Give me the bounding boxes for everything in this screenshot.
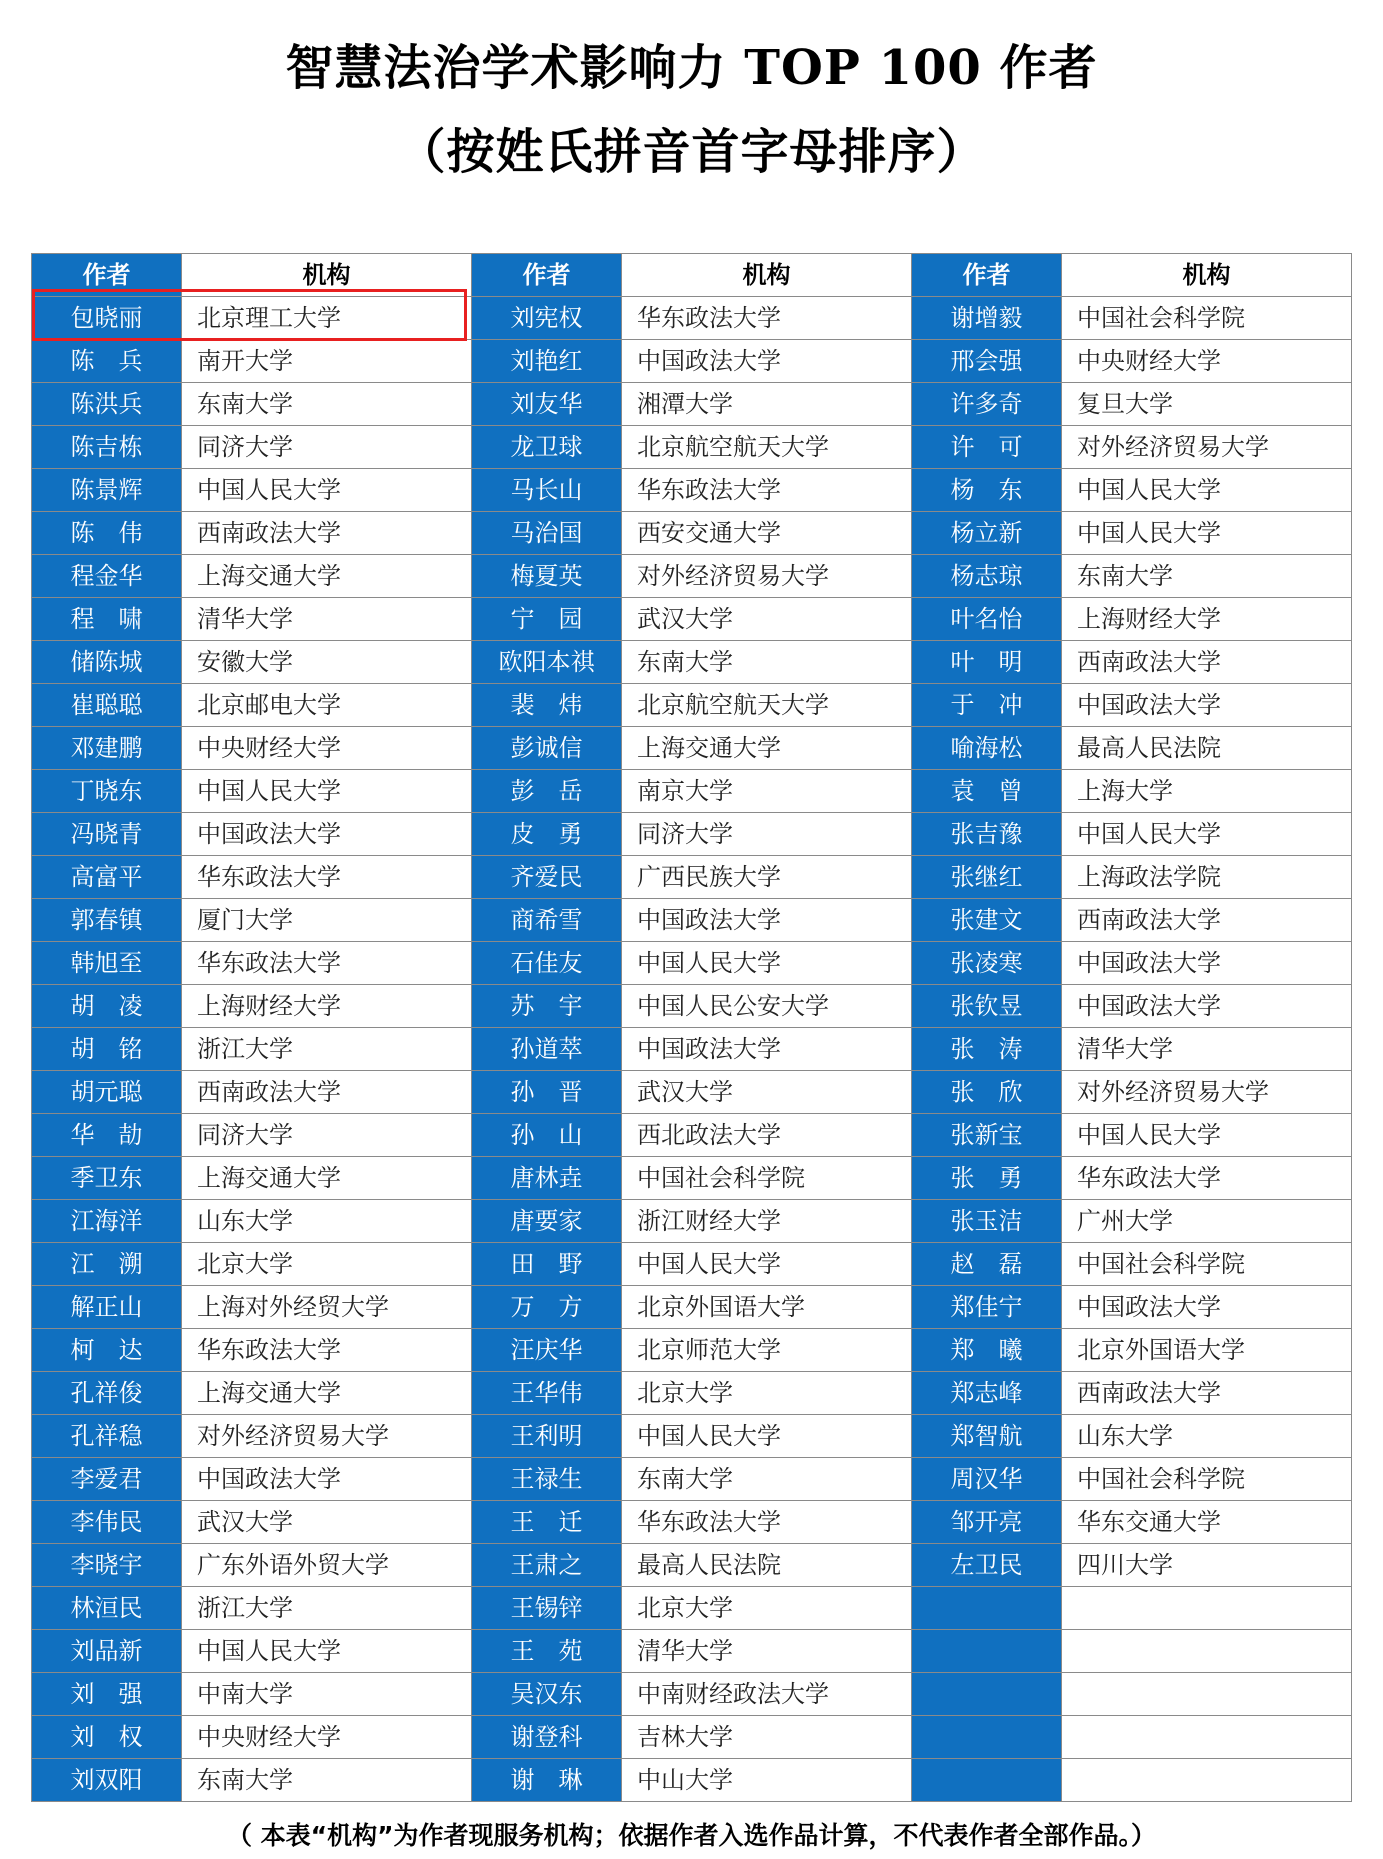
author-cell: 赵 磊 (912, 1243, 1062, 1286)
institution-cell: 广东外语外贸大学 (182, 1544, 472, 1587)
table-row (32, 1587, 1352, 1630)
institution-cell: 中国政法大学 (1062, 1286, 1352, 1329)
institution-cell: 上海大学 (1062, 770, 1352, 813)
institution-cell: 华东政法大学 (182, 1329, 472, 1372)
institution-cell: 中国政法大学 (182, 813, 472, 856)
table-row (32, 1501, 1352, 1544)
table-row (32, 641, 1352, 684)
author-cell: 袁 曾 (912, 770, 1062, 813)
institution-cell: 中国社会科学院 (1062, 1243, 1352, 1286)
institution-cell: 东南大学 (622, 641, 912, 684)
author-cell: 程金华 (32, 555, 182, 598)
author-cell: 欧阳本祺 (472, 641, 622, 684)
author-cell: 吴汉东 (472, 1673, 622, 1716)
institution-cell: 清华大学 (1062, 1028, 1352, 1071)
institution-cell: 东南大学 (182, 383, 472, 426)
institution-cell: 东南大学 (1062, 555, 1352, 598)
author-cell: 马治国 (472, 512, 622, 555)
institution-cell: 中南财经政法大学 (622, 1673, 912, 1716)
institution-cell: 华东政法大学 (622, 297, 912, 340)
institution-cell: 浙江大学 (182, 1028, 472, 1071)
institution-cell: 上海交通大学 (182, 1372, 472, 1415)
author-cell: 彭 岳 (472, 770, 622, 813)
table-row (32, 1458, 1352, 1501)
table-row (32, 856, 1352, 899)
table-row (32, 727, 1352, 770)
table-row (32, 598, 1352, 641)
page-title: 智慧法治学术影响力 TOP 100 作者 (285, 40, 1098, 96)
author-cell: 左卫民 (912, 1544, 1062, 1587)
author-cell: 张建文 (912, 899, 1062, 942)
author-cell: 陈 伟 (32, 512, 182, 555)
institution-cell: 中国人民公安大学 (622, 985, 912, 1028)
institution-cell: 华东政法大学 (622, 469, 912, 512)
institution-cell: 清华大学 (182, 598, 472, 641)
author-cell: 万 方 (472, 1286, 622, 1329)
institution-cell: 中国政法大学 (1062, 942, 1352, 985)
table-row (32, 383, 1352, 426)
author-cell: 胡 凌 (32, 985, 182, 1028)
institution-cell: 西南政法大学 (182, 1071, 472, 1114)
author-cell: 韩旭至 (32, 942, 182, 985)
author-cell: 陈 兵 (32, 340, 182, 383)
institution-cell: 中国人民大学 (1062, 469, 1352, 512)
institution-cell: 中国政法大学 (1062, 684, 1352, 727)
author-cell: 张凌寒 (912, 942, 1062, 985)
institution-cell: 东南大学 (622, 1458, 912, 1501)
author-cell (912, 1759, 1062, 1802)
institution-cell (1062, 1630, 1352, 1673)
institution-cell: 华东政法大学 (1062, 1157, 1352, 1200)
institution-cell: 中央财经大学 (1062, 340, 1352, 383)
author-cell: 邹开亮 (912, 1501, 1062, 1544)
institution-cell: 吉林大学 (622, 1716, 912, 1759)
author-cell: 刘双阳 (32, 1759, 182, 1802)
author-cell: 王华伟 (472, 1372, 622, 1415)
author-cell: 邢会强 (912, 340, 1062, 383)
institution-cell: 北京师范大学 (622, 1329, 912, 1372)
institution-cell: 华东交通大学 (1062, 1501, 1352, 1544)
table-row (32, 340, 1352, 383)
institution-cell: 中国人民大学 (182, 1630, 472, 1673)
author-cell: 苏 宇 (472, 985, 622, 1028)
table-row (32, 469, 1352, 512)
author-cell: 商希雪 (472, 899, 622, 942)
author-cell: 孙 山 (472, 1114, 622, 1157)
author-cell (912, 1716, 1062, 1759)
author-cell: 程 啸 (32, 598, 182, 641)
institution-cell: 北京邮电大学 (182, 684, 472, 727)
table-row (32, 297, 1352, 340)
table-row (32, 1630, 1352, 1673)
author-cell: 王 迁 (472, 1501, 622, 1544)
author-cell: 裴 炜 (472, 684, 622, 727)
footnote: （ 本表“机构”为作者现服务机构；依据作者入选作品计算，不代表作者全部作品。） (226, 1821, 1157, 1850)
table-row (32, 1243, 1352, 1286)
table-row (32, 1200, 1352, 1243)
institution-cell: 武汉大学 (622, 1071, 912, 1114)
author-cell: 宁 园 (472, 598, 622, 641)
institution-cell: 西南政法大学 (1062, 1372, 1352, 1415)
author-cell: 王 苑 (472, 1630, 622, 1673)
institution-cell: 最高人民法院 (622, 1544, 912, 1587)
author-cell (912, 1630, 1062, 1673)
institution-cell: 中国社会科学院 (1062, 1458, 1352, 1501)
page-subtitle: （按姓氏拼音首字母排序） (397, 124, 986, 180)
institution-cell: 南京大学 (622, 770, 912, 813)
author-cell: 江 溯 (32, 1243, 182, 1286)
institution-cell: 上海交通大学 (182, 1157, 472, 1200)
author-cell: 刘品新 (32, 1630, 182, 1673)
author-cell: 郑佳宁 (912, 1286, 1062, 1329)
author-cell: 丁晓东 (32, 770, 182, 813)
author-cell: 王锡锌 (472, 1587, 622, 1630)
institution-cell: 上海对外经贸大学 (182, 1286, 472, 1329)
author-cell: 杨 东 (912, 469, 1062, 512)
author-cell: 胡元聪 (32, 1071, 182, 1114)
author-cell: 王肃之 (472, 1544, 622, 1587)
author-cell: 张新宝 (912, 1114, 1062, 1157)
author-cell (912, 1673, 1062, 1716)
table-row (32, 1114, 1352, 1157)
author-cell: 张 勇 (912, 1157, 1062, 1200)
institution-cell: 中国人民大学 (622, 1415, 912, 1458)
institution-cell: 武汉大学 (622, 598, 912, 641)
author-table (31, 253, 1352, 1802)
institution-cell: 上海交通大学 (622, 727, 912, 770)
institution-cell: 安徽大学 (182, 641, 472, 684)
author-cell: 华 劼 (32, 1114, 182, 1157)
column-header-author: 作者 (472, 254, 622, 297)
author-cell: 许 可 (912, 426, 1062, 469)
author-cell: 唐林垚 (472, 1157, 622, 1200)
institution-cell: 对外经济贸易大学 (1062, 1071, 1352, 1114)
institution-cell: 清华大学 (622, 1630, 912, 1673)
institution-cell: 中南大学 (182, 1673, 472, 1716)
author-cell: 石佳友 (472, 942, 622, 985)
author-cell: 齐爱民 (472, 856, 622, 899)
author-cell: 马长山 (472, 469, 622, 512)
author-cell: 孙 晋 (472, 1071, 622, 1114)
institution-cell (1062, 1716, 1352, 1759)
institution-cell: 北京大学 (182, 1243, 472, 1286)
author-cell: 龙卫球 (472, 426, 622, 469)
author-cell: 郑智航 (912, 1415, 1062, 1458)
institution-cell: 广西民族大学 (622, 856, 912, 899)
author-cell: 王利明 (472, 1415, 622, 1458)
institution-cell: 中国政法大学 (1062, 985, 1352, 1028)
table-row (32, 512, 1352, 555)
author-cell: 周汉华 (912, 1458, 1062, 1501)
institution-cell: 对外经济贸易大学 (1062, 426, 1352, 469)
institution-cell: 上海政法学院 (1062, 856, 1352, 899)
institution-cell: 华东政法大学 (622, 1501, 912, 1544)
author-cell: 张 涛 (912, 1028, 1062, 1071)
author-cell: 郭春镇 (32, 899, 182, 942)
institution-cell: 浙江大学 (182, 1587, 472, 1630)
author-cell: 谢增毅 (912, 297, 1062, 340)
institution-cell: 对外经济贸易大学 (182, 1415, 472, 1458)
institution-cell: 中山大学 (622, 1759, 912, 1802)
institution-cell: 华东政法大学 (182, 856, 472, 899)
author-cell: 刘 强 (32, 1673, 182, 1716)
column-header-author: 作者 (32, 254, 182, 297)
table-row (32, 1673, 1352, 1716)
institution-cell: 中国人民大学 (622, 942, 912, 985)
institution-cell: 对外经济贸易大学 (622, 555, 912, 598)
institution-cell: 北京航空航天大学 (622, 426, 912, 469)
author-cell: 江海洋 (32, 1200, 182, 1243)
institution-cell: 南开大学 (182, 340, 472, 383)
author-cell: 季卫东 (32, 1157, 182, 1200)
institution-cell: 中国人民大学 (622, 1243, 912, 1286)
author-cell: 陈景辉 (32, 469, 182, 512)
table-row (32, 770, 1352, 813)
author-cell: 谢 琳 (472, 1759, 622, 1802)
author-cell: 刘宪权 (472, 297, 622, 340)
institution-cell: 上海财经大学 (182, 985, 472, 1028)
institution-cell: 上海财经大学 (1062, 598, 1352, 641)
author-cell: 王禄生 (472, 1458, 622, 1501)
institution-cell: 北京外国语大学 (1062, 1329, 1352, 1372)
column-header-author: 作者 (912, 254, 1062, 297)
institution-cell: 中国人民大学 (182, 770, 472, 813)
author-cell: 陈吉栋 (32, 426, 182, 469)
column-header-institution: 机构 (1062, 254, 1352, 297)
institution-cell: 复旦大学 (1062, 383, 1352, 426)
author-cell: 李晓宇 (32, 1544, 182, 1587)
author-cell: 张玉洁 (912, 1200, 1062, 1243)
author-cell: 叶 明 (912, 641, 1062, 684)
author-cell: 许多奇 (912, 383, 1062, 426)
institution-cell: 中央财经大学 (182, 727, 472, 770)
table-row (32, 555, 1352, 598)
author-cell: 崔聪聪 (32, 684, 182, 727)
author-cell: 李伟民 (32, 1501, 182, 1544)
institution-cell: 西南政法大学 (1062, 641, 1352, 684)
author-cell: 梅夏英 (472, 555, 622, 598)
author-cell: 杨志琼 (912, 555, 1062, 598)
author-cell: 郑志峰 (912, 1372, 1062, 1415)
institution-cell: 中国社会科学院 (622, 1157, 912, 1200)
institution-cell: 华东政法大学 (182, 942, 472, 985)
author-cell: 田 野 (472, 1243, 622, 1286)
institution-cell (1062, 1587, 1352, 1630)
institution-cell: 中国人民大学 (1062, 813, 1352, 856)
author-cell: 汪庆华 (472, 1329, 622, 1372)
institution-cell: 中国社会科学院 (1062, 297, 1352, 340)
author-cell: 刘友华 (472, 383, 622, 426)
institution-cell: 同济大学 (622, 813, 912, 856)
author-cell: 邓建鹏 (32, 727, 182, 770)
table-row (32, 1415, 1352, 1458)
author-cell: 皮 勇 (472, 813, 622, 856)
institution-cell: 上海交通大学 (182, 555, 472, 598)
institution-cell: 同济大学 (182, 1114, 472, 1157)
table-row (32, 1286, 1352, 1329)
author-cell: 张继红 (912, 856, 1062, 899)
institution-cell: 中国人民大学 (1062, 1114, 1352, 1157)
author-cell: 刘 权 (32, 1716, 182, 1759)
institution-cell: 广州大学 (1062, 1200, 1352, 1243)
institution-cell: 西安交通大学 (622, 512, 912, 555)
author-cell: 喻海松 (912, 727, 1062, 770)
institution-cell (1062, 1673, 1352, 1716)
author-cell: 柯 达 (32, 1329, 182, 1372)
author-cell: 林洹民 (32, 1587, 182, 1630)
author-cell: 储陈城 (32, 641, 182, 684)
table-header-row (32, 254, 1352, 297)
author-cell: 李爱君 (32, 1458, 182, 1501)
table-row (32, 684, 1352, 727)
author-cell: 叶名怡 (912, 598, 1062, 641)
table-row (32, 942, 1352, 985)
author-cell: 刘艳红 (472, 340, 622, 383)
table-row (32, 426, 1352, 469)
institution-cell: 最高人民法院 (1062, 727, 1352, 770)
institution-cell: 西南政法大学 (182, 512, 472, 555)
institution-cell: 北京大学 (622, 1587, 912, 1630)
institution-cell: 北京航空航天大学 (622, 684, 912, 727)
author-cell: 孔祥稳 (32, 1415, 182, 1458)
author-cell: 胡 铭 (32, 1028, 182, 1071)
table-row (32, 1544, 1352, 1587)
author-cell: 郑 曦 (912, 1329, 1062, 1372)
institution-cell: 东南大学 (182, 1759, 472, 1802)
author-cell: 张吉豫 (912, 813, 1062, 856)
institution-cell: 山东大学 (1062, 1415, 1352, 1458)
institution-cell: 北京大学 (622, 1372, 912, 1415)
table-row (32, 985, 1352, 1028)
table-row (32, 1716, 1352, 1759)
author-cell: 彭诚信 (472, 727, 622, 770)
author-cell: 于 冲 (912, 684, 1062, 727)
institution-cell: 西北政法大学 (622, 1114, 912, 1157)
author-cell: 张 欣 (912, 1071, 1062, 1114)
institution-cell: 武汉大学 (182, 1501, 472, 1544)
table-row (32, 1329, 1352, 1372)
author-cell: 包晓丽 (32, 297, 182, 340)
institution-cell: 北京理工大学 (182, 297, 472, 340)
author-cell: 陈洪兵 (32, 383, 182, 426)
author-cell: 解正山 (32, 1286, 182, 1329)
author-cell: 孔祥俊 (32, 1372, 182, 1415)
institution-cell: 厦门大学 (182, 899, 472, 942)
column-header-institution: 机构 (622, 254, 912, 297)
author-cell (912, 1587, 1062, 1630)
author-cell: 冯晓青 (32, 813, 182, 856)
author-cell: 谢登科 (472, 1716, 622, 1759)
institution-cell: 西南政法大学 (1062, 899, 1352, 942)
institution-cell: 中国政法大学 (182, 1458, 472, 1501)
institution-cell: 中国政法大学 (622, 340, 912, 383)
institution-cell: 浙江财经大学 (622, 1200, 912, 1243)
institution-cell: 中国政法大学 (622, 1028, 912, 1071)
table-body (32, 297, 1352, 1802)
table-row (32, 1071, 1352, 1114)
institution-cell: 中国人民大学 (1062, 512, 1352, 555)
institution-cell: 湘潭大学 (622, 383, 912, 426)
table-row (32, 1759, 1352, 1802)
author-cell: 张钦昱 (912, 985, 1062, 1028)
author-cell: 杨立新 (912, 512, 1062, 555)
table-row (32, 1157, 1352, 1200)
institution-cell: 中央财经大学 (182, 1716, 472, 1759)
table-row (32, 1028, 1352, 1071)
column-header-institution: 机构 (182, 254, 472, 297)
table-row (32, 1372, 1352, 1415)
institution-cell: 四川大学 (1062, 1544, 1352, 1587)
institution-cell: 同济大学 (182, 426, 472, 469)
institution-cell: 中国政法大学 (622, 899, 912, 942)
institution-cell: 山东大学 (182, 1200, 472, 1243)
author-cell: 唐要家 (472, 1200, 622, 1243)
author-cell: 高富平 (32, 856, 182, 899)
institution-cell: 中国人民大学 (182, 469, 472, 512)
table-row (32, 813, 1352, 856)
author-cell: 孙道萃 (472, 1028, 622, 1071)
institution-cell: 北京外国语大学 (622, 1286, 912, 1329)
table-row (32, 899, 1352, 942)
institution-cell (1062, 1759, 1352, 1802)
